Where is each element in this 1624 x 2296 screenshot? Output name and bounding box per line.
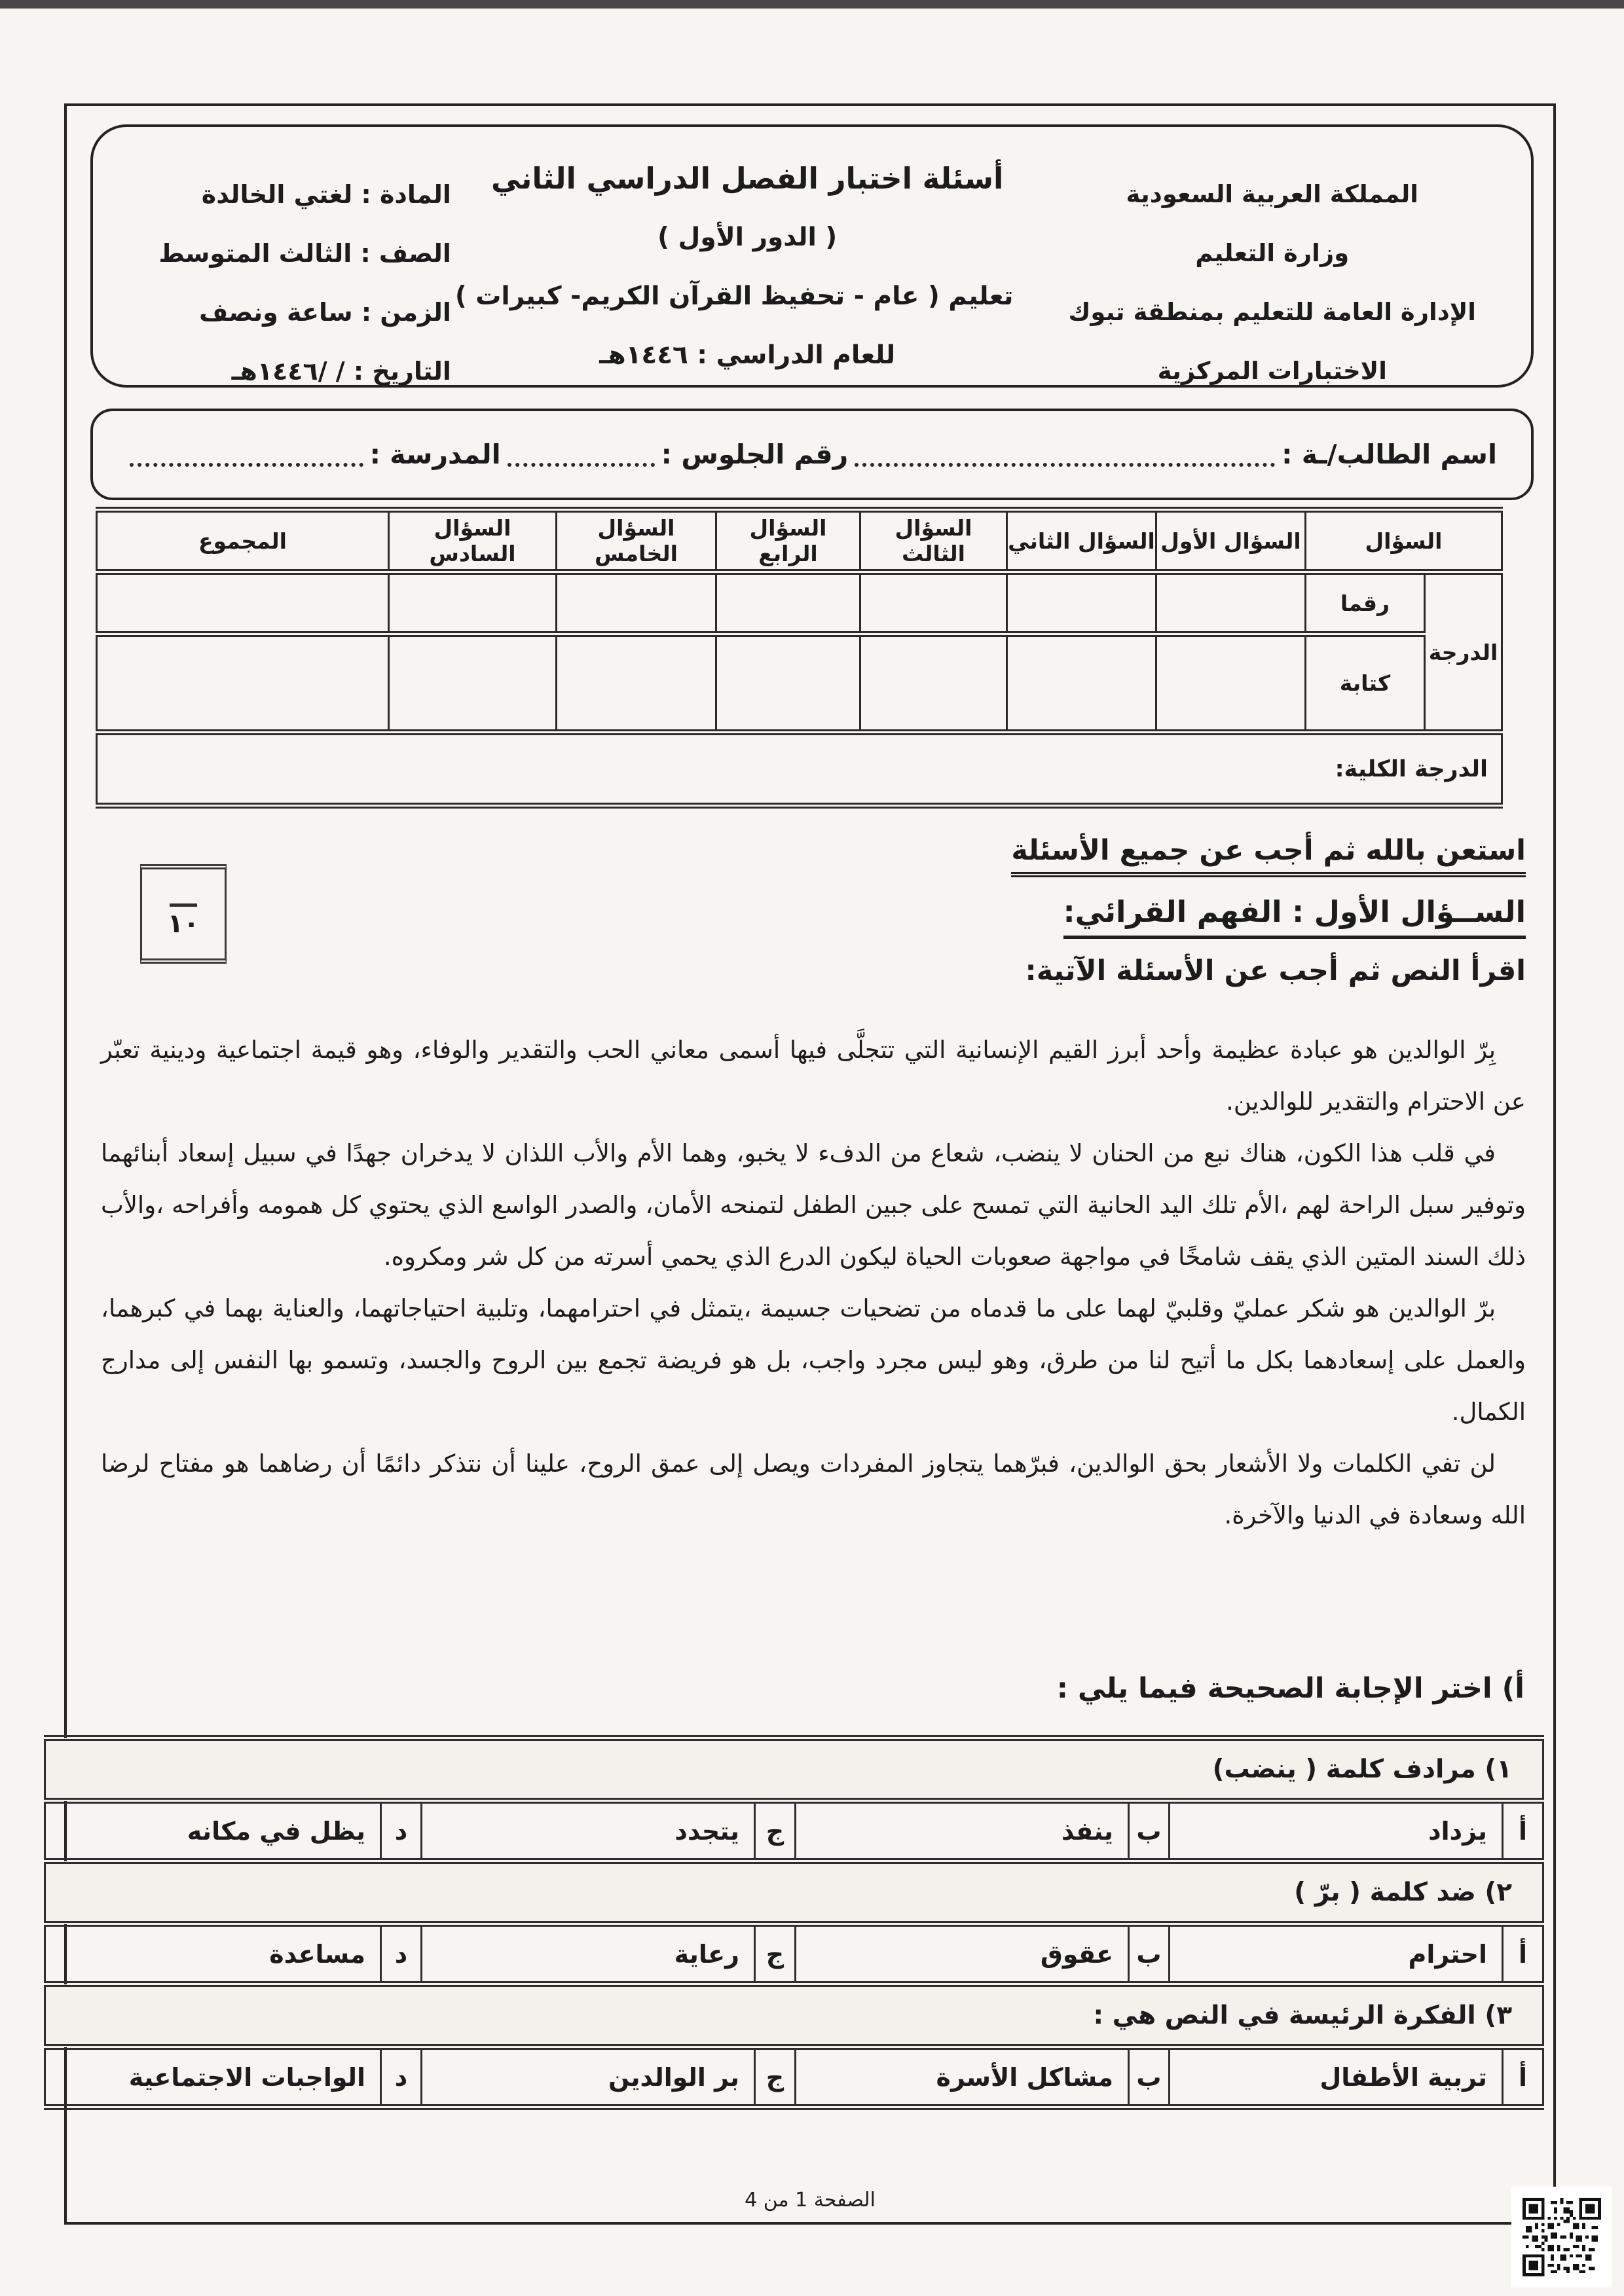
passage-paragraph-4: لن تفي الكلمات ولا الأشعار بحق الوالدين، فبرّهما يتجاوز المفردات ويصل إلى عمق الروح، علينا أن نتذكر دائمًا أن رضاهما هو مفتاح لرضا الله وسعادة في الدنيا والآخرة. [101,1449,1526,1529]
grade-line: الصف : الثالث المتوسط [158,239,451,268]
bismillah-instruction: استعن بالله ثم أجب عن جميع الأسئلة [1011,834,1526,877]
option-text: يظل في مكانه [45,1801,381,1861]
option-text: يزداد [1170,1801,1503,1861]
header-central-exams-line: الاختبارات المركزية [1157,357,1387,385]
option-text: احترام [1170,1924,1503,1984]
option-letter: ب [1129,1924,1170,1984]
grades-header-q2: السؤال الثاني [1006,510,1156,572]
option-text: يتجدد [422,1801,755,1861]
mcq-table [44,1735,1544,2110]
grade-written-label: كتابة [1305,634,1424,733]
grade-cell [556,634,716,733]
header-administration-line: الإدارة العامة للتعليم بمنطقة تبوك [1068,298,1476,326]
grade-cell [1006,634,1156,733]
option-letter: ج [755,2047,796,2107]
seat-number-field [507,463,655,467]
grade-cell [716,634,860,733]
score-max-value: ١٠ [167,909,200,939]
question1-title: الســؤال الأول : الفهم القرائي: [1063,894,1526,939]
option-text: مساعدة [45,1924,381,1984]
exam-header-box [90,124,1534,388]
mcq-question-1: ١) مرادف كلمة ( ينضب) [45,1738,1543,1801]
option-letter: د [381,1924,422,1984]
header-country-line: المملكة العربية السعودية [1126,180,1418,208]
grade-cell [1006,572,1156,634]
header-ministry-line: وزارة التعليم [1195,239,1350,267]
grades-header-q5: السؤال الخامس [556,510,716,572]
exam-round: ( الدور الأول ) [657,223,838,252]
exam-track: تعليم ( عام - تحفيظ القرآن الكريم- كبيرات ) [454,282,1014,311]
grade-cell [96,572,388,634]
school-label: المدرسة : [369,439,501,470]
qr-code [1511,2187,1612,2287]
grade-cell [1156,572,1305,634]
grade-cell [388,572,556,634]
seat-number-label: رقم الجلوس : [661,439,849,470]
mcq-options-row-2 [45,1924,1543,1984]
total-grade-label: الدرجة الكلية: [96,733,1502,806]
grades-header-question: السؤال [1305,510,1502,572]
header-subject-block [93,127,481,385]
mcq-options-row-3 [45,2047,1543,2107]
score-blank-line [170,903,197,907]
option-letter: أ [1503,2047,1543,2107]
grades-header-q4: السؤال الرابع [716,510,860,572]
subject-line: المادة : لغتي الخالدة [201,180,451,209]
option-text: عقوق [796,1924,1129,1984]
option-letter: ب [1129,1801,1170,1861]
grade-cell [860,572,1006,634]
grade-numeric-label: رقما [1305,572,1424,634]
date-line: التاريخ : / /١٤٤٦هـ [231,357,451,386]
passage-paragraph-3: برّ الوالدين هو شكر عمليّ وقلبيّ لهما على ما قدماه من تضحيات جسيمة ،يتمثل في احترامهما، وتلبية احتياجاتهما، والعناية بهما في كبرهما، والعمل على إسعادهما بكل ما أتيح لنا من طرق، وهو ليس مجرد واجب، بل هو فريضة تجمع بين الروح والجسد، وتسمو بها النفس إلى مدارج الكمال. [101,1294,1526,1426]
grade-cell [1156,634,1305,733]
option-text: تربية الأطفال [1170,2047,1503,2107]
grade-cell [388,634,556,733]
section-a-title: أ) اختر الإجابة الصحيحة فيما يلي : [1056,1672,1524,1705]
mcq-question-3: ٣) الفكرة الرئيسة في النص هي : [45,1984,1543,2047]
option-text: الواجبات الاجتماعية [45,2047,381,2107]
school-field [130,463,363,467]
option-letter: د [381,1801,422,1861]
option-text: ينفذ [796,1801,1129,1861]
student-name-field [855,463,1275,467]
page-number: الصفحة 1 من 4 [745,2189,876,2212]
exam-year: للعام الدراسي : ١٤٤٦هـ [599,340,896,370]
option-letter: ج [755,1801,796,1861]
header-exam-title-block [454,127,1014,385]
page-border-frame [64,103,1556,2225]
option-letter: أ [1503,1924,1543,1984]
question1-instruction: اقرأ النص ثم أجب عن الأسئلة الآتية: [1025,955,1526,987]
grades-header-q6: السؤال السادس [388,510,556,572]
option-letter: د [381,2047,422,2107]
grade-cell [556,572,716,634]
student-info-row [90,409,1534,500]
passage-paragraph-2: في قلب هذا الكون، هناك نبع من الحنان لا ينضب، شعاع من الدفء لا يخبو، وهما الأم والأب اللذان لا يدخران جهدًا في سبيل إسعاد أبنائهما وتوفير سبل الراحة لهم ،الأم تلك اليد الحانية التي تمسح على جبين الطفل لتمنحه الأمان، والصدر الواسع الذي يحتوي كل همومه وأفراحه ،والأب ذلك السند المتين الذي يقف شامخًا في مواجهة صعوبات الحياة ليكون الدرع الذي يحمي أسرته من كل شر ومكروه. [101,1139,1526,1271]
passage-paragraph-1: بِرّ الوالدين هو عبادة عظيمة وأحد أبرز القيم الإنسانية التي تتجلَّى فيها أسمى معاني الحب والتقدير والوفاء، وهو قيمة اجتماعية ودينية تعبّر عن الاحترام والتقدير للوالدين. [101,1036,1526,1116]
option-letter: أ [1503,1801,1543,1861]
exam-title: أسئلة اختبار الفصل الدراسي الثاني [490,161,1004,196]
option-letter: ب [1129,2047,1170,2107]
option-letter: ج [755,1924,796,1984]
time-line: الزمن : ساعة ونصف [199,298,451,327]
grade-cell [860,634,1006,733]
option-text: بر الوالدين [422,2047,755,2107]
question1-score-box [140,864,227,964]
grades-header-total: المجموع [96,510,388,572]
scan-artifact-top-strip [0,0,1624,9]
reading-passage [101,1024,1526,1541]
grade-row-label: الدرجة [1425,572,1502,733]
option-text: مشاكل الأسرة [796,2047,1129,2107]
grades-header-q3: السؤال الثالث [860,510,1006,572]
grades-table [96,507,1503,809]
grade-cell [716,572,860,634]
grades-header-q1: السؤال الأول [1156,510,1305,572]
student-name-label: اسم الطالب/ـة : [1282,439,1497,470]
mcq-question-2: ٢) ضد كلمة ( برّ ) [45,1861,1543,1924]
header-ministry-block [1013,127,1531,385]
grade-cell [96,634,388,733]
mcq-options-row-1 [45,1801,1543,1861]
option-text: رعاية [422,1924,755,1984]
